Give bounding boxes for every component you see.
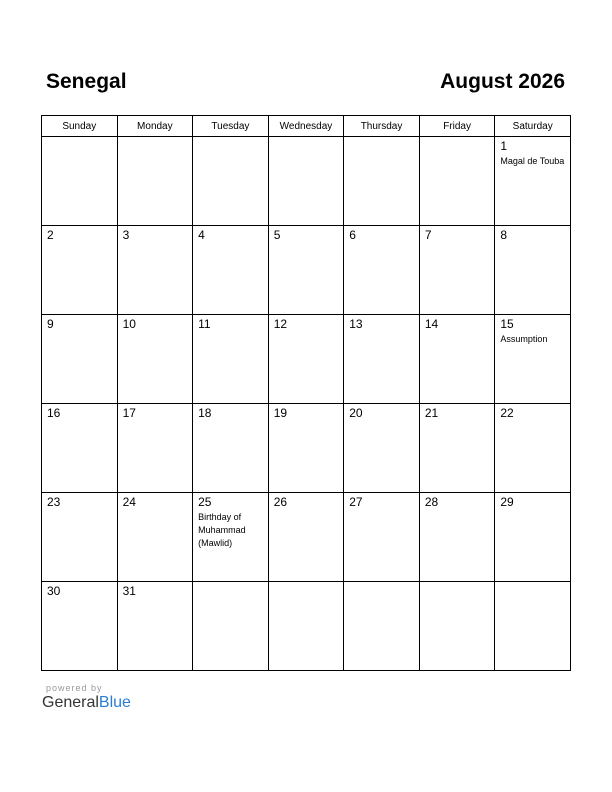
day-cell [193, 226, 269, 315]
day-number: 24 [122, 495, 136, 509]
day-cell [117, 226, 193, 315]
day-number: 30 [47, 584, 61, 598]
holiday-label: Magal de Touba [500, 156, 565, 166]
weekday-wednesday: Wednesday [268, 116, 344, 137]
day-cell [419, 315, 495, 404]
day-cell [495, 315, 571, 404]
weekday-friday: Friday [419, 116, 495, 137]
week-row [42, 493, 571, 582]
day-cell [42, 315, 118, 404]
holiday-label: Birthday of Muhammad (Mawlid) [198, 512, 246, 548]
day-number: 3 [122, 228, 130, 242]
day-cell [344, 315, 420, 404]
day-cell [117, 137, 193, 226]
day-number: 28 [424, 495, 439, 509]
day-number: 23 [47, 495, 61, 509]
country-title: Senegal [46, 70, 127, 93]
day-cell [42, 404, 118, 493]
day-cell [42, 226, 118, 315]
day-cell [193, 582, 269, 671]
day-cell [42, 137, 118, 226]
week-row [42, 582, 571, 671]
day-cell [495, 137, 571, 226]
day-cell [117, 493, 193, 582]
day-number: 27 [349, 495, 363, 509]
day-cell [193, 493, 269, 582]
day-number: 25 [198, 495, 212, 509]
day-cell [344, 493, 420, 582]
day-number: 10 [122, 317, 136, 331]
weekday-header-row [42, 116, 571, 137]
day-cell [419, 226, 495, 315]
day-number: 12 [273, 317, 288, 331]
day-number: 14 [424, 317, 439, 331]
day-number: 17 [122, 406, 136, 420]
calendar-grid [41, 115, 571, 671]
day-number: 9 [47, 317, 54, 331]
day-cell [117, 582, 193, 671]
day-number: 8 [500, 228, 508, 242]
day-number: 11 [198, 317, 211, 331]
weekday-monday: Monday [117, 116, 193, 137]
day-cell [419, 493, 495, 582]
day-number: 6 [349, 228, 356, 242]
day-cell [193, 404, 269, 493]
day-cell [344, 226, 420, 315]
day-cell [268, 582, 344, 671]
day-cell [193, 315, 269, 404]
day-number: 29 [500, 495, 514, 509]
generalblue-logo [42, 694, 131, 712]
day-cell [495, 226, 571, 315]
day-cell [419, 137, 495, 226]
day-cell [268, 404, 344, 493]
month-title: August 2026 [440, 70, 565, 93]
day-cell [419, 404, 495, 493]
day-cell [268, 137, 344, 226]
day-number: 20 [349, 406, 363, 420]
day-number: 15 [500, 317, 514, 331]
day-number: 18 [198, 406, 212, 420]
day-number: 22 [500, 406, 514, 420]
day-cell [495, 582, 571, 671]
powered-by-text: powered by [46, 683, 103, 693]
day-number: 13 [349, 317, 363, 331]
day-cell [495, 404, 571, 493]
day-number: 2 [47, 228, 54, 242]
brand-general: General [42, 694, 99, 711]
holiday-label: Assumption [500, 334, 548, 344]
day-cell [344, 137, 420, 226]
day-number: 21 [424, 406, 439, 420]
day-cell [42, 493, 118, 582]
week-row [42, 404, 571, 493]
day-cell [268, 315, 344, 404]
day-cell [268, 493, 344, 582]
day-cell [268, 226, 344, 315]
day-cell [344, 582, 420, 671]
day-cell [495, 493, 571, 582]
day-number: 1 [500, 139, 508, 153]
day-cell [344, 404, 420, 493]
day-number: 4 [198, 228, 205, 242]
day-number: 5 [273, 228, 281, 242]
day-cell [193, 137, 269, 226]
brand-blue: Blue [98, 694, 131, 711]
day-cell [419, 582, 495, 671]
weekday-sunday: Sunday [42, 116, 118, 137]
weekday-thursday: Thursday [344, 116, 420, 137]
day-cell [117, 315, 193, 404]
weekday-saturday: Saturday [495, 116, 571, 137]
day-cell [42, 582, 118, 671]
week-row [42, 315, 571, 404]
day-number: 7 [424, 228, 432, 242]
week-row [42, 137, 571, 226]
weekday-tuesday: Tuesday [193, 116, 269, 137]
day-number: 16 [47, 406, 61, 420]
week-row [42, 226, 571, 315]
day-number: 26 [273, 495, 288, 509]
day-number: 31 [122, 584, 136, 598]
day-number: 19 [273, 406, 288, 420]
day-cell [117, 404, 193, 493]
